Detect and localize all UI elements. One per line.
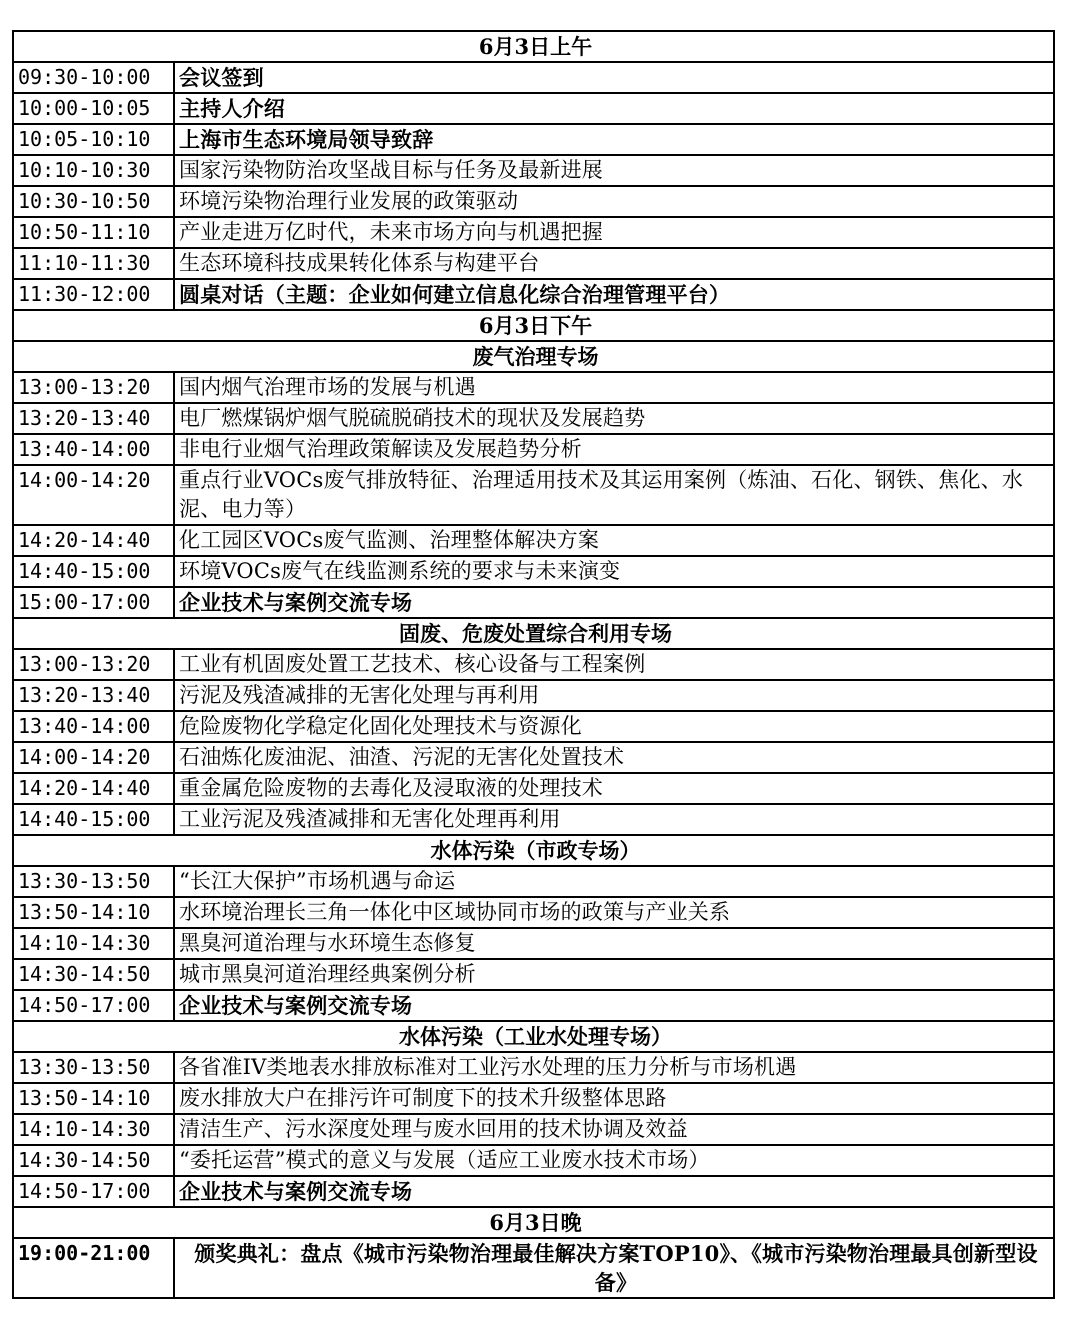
schedule-row — [13, 155, 1054, 186]
topic-cell: 国内烟气治理市场的发展与机遇 — [174, 372, 1054, 403]
schedule-row — [13, 990, 1054, 1021]
topic-cell: 环境VOCs废气在线监测系统的要求与未来演变 — [174, 556, 1054, 587]
section-title: 废气治理专场 — [13, 341, 1054, 372]
schedule-table — [12, 30, 1055, 1299]
section-header-row — [13, 1021, 1054, 1052]
topic-cell: 非电行业烟气治理政策解读及发展趋势分析 — [174, 434, 1054, 465]
time-cell: 10:05-10:10 — [13, 124, 174, 155]
schedule-row — [13, 1052, 1054, 1083]
time-cell: 10:10-10:30 — [13, 155, 174, 186]
time-cell: 10:00-10:05 — [13, 93, 174, 124]
topic-cell: 主持人介绍 — [174, 93, 1054, 124]
topic-cell: 重点行业VOCs废气排放特征、治理适用技术及其运用案例（炼油、石化、钢铁、焦化、水泥、电力等） — [174, 465, 1054, 525]
topic-cell: 危险废物化学稳定化固化处理技术与资源化 — [174, 711, 1054, 742]
schedule-row — [13, 217, 1054, 248]
schedule-row — [13, 124, 1054, 155]
section-header-row — [13, 618, 1054, 649]
topic-cell: 污泥及残渣减排的无害化处理与再利用 — [174, 680, 1054, 711]
time-cell: 14:10-14:30 — [13, 928, 174, 959]
topic-cell: 企业技术与案例交流专场 — [174, 990, 1054, 1021]
topic-cell: 水环境治理长三角一体化中区域协同市场的政策与产业关系 — [174, 897, 1054, 928]
time-cell: 13:20-13:40 — [13, 680, 174, 711]
time-cell: 13:20-13:40 — [13, 403, 174, 434]
time-cell: 10:50-11:10 — [13, 217, 174, 248]
schedule-row — [13, 93, 1054, 124]
time-cell: 14:00-14:20 — [13, 742, 174, 773]
schedule-row — [13, 804, 1054, 835]
schedule-row — [13, 742, 1054, 773]
schedule-row — [13, 1083, 1054, 1114]
time-cell: 14:40-15:00 — [13, 804, 174, 835]
time-cell: 14:00-14:20 — [13, 465, 174, 525]
topic-cell: 工业污泥及残渣减排和无害化处理再利用 — [174, 804, 1054, 835]
topic-cell: 电厂燃煤锅炉烟气脱硫脱硝技术的现状及发展趋势 — [174, 403, 1054, 434]
topic-cell: “长江大保护”市场机遇与命运 — [174, 866, 1054, 897]
schedule-body — [13, 31, 1054, 1298]
schedule-row — [13, 403, 1054, 434]
schedule-row — [13, 434, 1054, 465]
section-header-row — [13, 341, 1054, 372]
time-cell: 14:30-14:50 — [13, 1145, 174, 1176]
section-title: 6月3日晚 — [13, 1207, 1054, 1238]
topic-cell: 颁奖典礼：盘点《城市污染物治理最佳解决方案TOP10》、《城市污染物治理最具创新型设备》 — [174, 1238, 1054, 1298]
time-cell: 13:40-14:00 — [13, 711, 174, 742]
section-header-row — [13, 31, 1054, 62]
schedule-row — [13, 649, 1054, 680]
schedule-row — [13, 372, 1054, 403]
time-cell: 14:10-14:30 — [13, 1114, 174, 1145]
schedule-row — [13, 1176, 1054, 1207]
section-header-row — [13, 1207, 1054, 1238]
schedule-row — [13, 1114, 1054, 1145]
schedule-row — [13, 279, 1054, 310]
schedule-row — [13, 680, 1054, 711]
schedule-row — [13, 556, 1054, 587]
topic-cell: 圆桌对话（主题：企业如何建立信息化综合治理管理平台） — [174, 279, 1054, 310]
section-title: 固废、危废处置综合利用专场 — [13, 618, 1054, 649]
schedule-row — [13, 1145, 1054, 1176]
time-cell: 14:20-14:40 — [13, 773, 174, 804]
time-cell: 14:30-14:50 — [13, 959, 174, 990]
time-cell: 09:30-10:00 — [13, 62, 174, 93]
section-title: 6月3日上午 — [13, 31, 1054, 62]
schedule-row — [13, 587, 1054, 618]
time-cell: 14:40-15:00 — [13, 556, 174, 587]
schedule-row — [13, 248, 1054, 279]
time-cell: 14:50-17:00 — [13, 1176, 174, 1207]
schedule-row — [13, 1238, 1054, 1298]
schedule-row — [13, 465, 1054, 525]
time-cell: 13:00-13:20 — [13, 649, 174, 680]
time-cell: 13:00-13:20 — [13, 372, 174, 403]
schedule-row — [13, 866, 1054, 897]
time-cell: 13:40-14:00 — [13, 434, 174, 465]
topic-cell: 生态环境科技成果转化体系与构建平台 — [174, 248, 1054, 279]
time-cell: 15:00-17:00 — [13, 587, 174, 618]
time-cell: 14:50-17:00 — [13, 990, 174, 1021]
time-cell: 10:30-10:50 — [13, 186, 174, 217]
section-title: 水体污染（工业水处理专场） — [13, 1021, 1054, 1052]
topic-cell: 各省准IV类地表水排放标准对工业污水处理的压力分析与市场机遇 — [174, 1052, 1054, 1083]
schedule-row — [13, 62, 1054, 93]
topic-cell: 重金属危险废物的去毒化及浸取液的处理技术 — [174, 773, 1054, 804]
time-cell: 13:30-13:50 — [13, 866, 174, 897]
topic-cell: 清洁生产、污水深度处理与废水回用的技术协调及效益 — [174, 1114, 1054, 1145]
schedule-row — [13, 928, 1054, 959]
topic-cell: 会议签到 — [174, 62, 1054, 93]
time-cell: 11:10-11:30 — [13, 248, 174, 279]
time-cell: 13:50-14:10 — [13, 1083, 174, 1114]
time-cell: 19:00-21:00 — [13, 1238, 174, 1298]
schedule-row — [13, 525, 1054, 556]
topic-cell: 环境污染物治理行业发展的政策驱动 — [174, 186, 1054, 217]
section-title: 水体污染（市政专场） — [13, 835, 1054, 866]
time-cell: 13:30-13:50 — [13, 1052, 174, 1083]
topic-cell: 上海市生态环境局领导致辞 — [174, 124, 1054, 155]
topic-cell: 石油炼化废油泥、油渣、污泥的无害化处置技术 — [174, 742, 1054, 773]
topic-cell: 城市黑臭河道治理经典案例分析 — [174, 959, 1054, 990]
schedule-row — [13, 186, 1054, 217]
section-title: 6月3日下午 — [13, 310, 1054, 341]
schedule-row — [13, 897, 1054, 928]
time-cell: 11:30-12:00 — [13, 279, 174, 310]
schedule-row — [13, 959, 1054, 990]
time-cell: 14:20-14:40 — [13, 525, 174, 556]
topic-cell: 产业走进万亿时代，未来市场方向与机遇把握 — [174, 217, 1054, 248]
topic-cell: 企业技术与案例交流专场 — [174, 1176, 1054, 1207]
topic-cell: 黑臭河道治理与水环境生态修复 — [174, 928, 1054, 959]
section-header-row — [13, 835, 1054, 866]
topic-cell: 国家污染物防治攻坚战目标与任务及最新进展 — [174, 155, 1054, 186]
topic-cell: 工业有机固废处置工艺技术、核心设备与工程案例 — [174, 649, 1054, 680]
section-header-row — [13, 310, 1054, 341]
time-cell: 13:50-14:10 — [13, 897, 174, 928]
topic-cell: “委托运营”模式的意义与发展（适应工业废水技术市场） — [174, 1145, 1054, 1176]
schedule-row — [13, 711, 1054, 742]
topic-cell: 废水排放大户在排污许可制度下的技术升级整体思路 — [174, 1083, 1054, 1114]
topic-cell: 企业技术与案例交流专场 — [174, 587, 1054, 618]
schedule-row — [13, 773, 1054, 804]
topic-cell: 化工园区VOCs废气监测、治理整体解决方案 — [174, 525, 1054, 556]
